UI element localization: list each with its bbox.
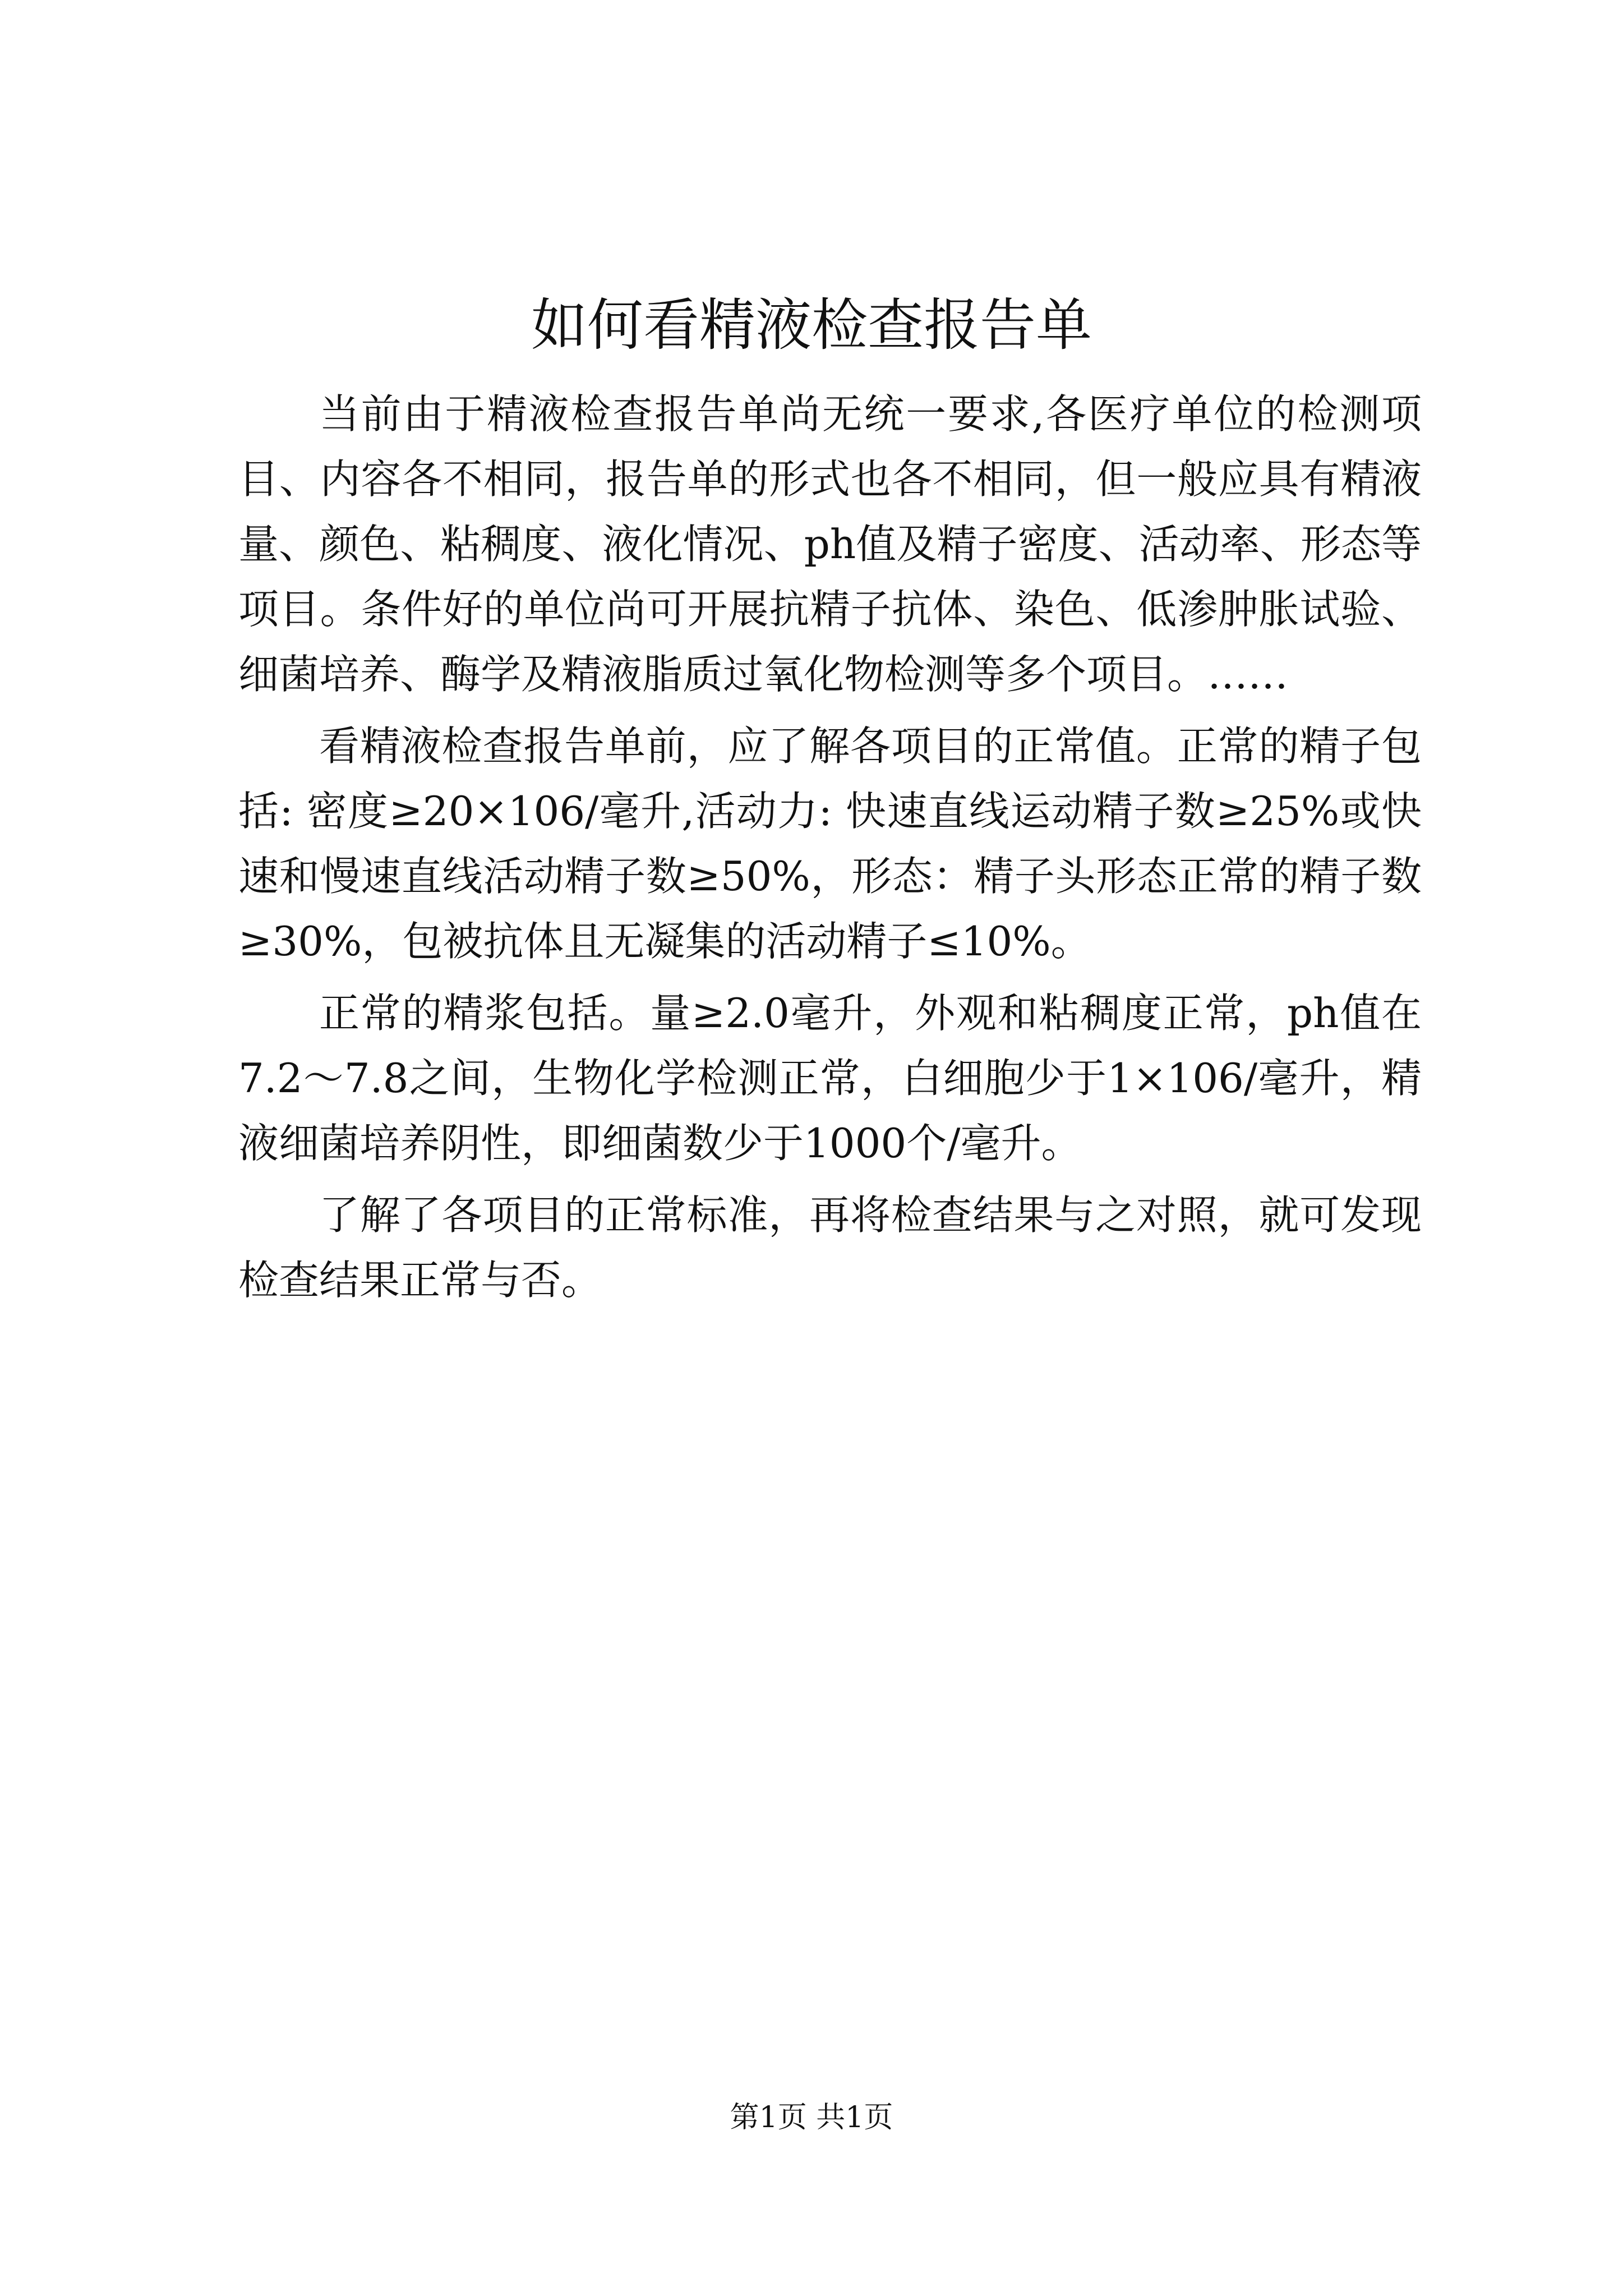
paragraph-sperm-normal-values: 看精液检查报告单前，应了解各项目的正常值。正常的精子包括: 密度≥20×106/毫升,活动力: 快速直线运动精子数≥25%或快速和慢速直线活动精子数≥50%，形态：精子头形态正常的精子数≥30%，包被抗体且无凝集的活动精子≤10%。 xyxy=(238,723,1422,965)
document-title: 如何看精液检查报告单 xyxy=(531,292,1092,358)
paragraph-conclusion: 了解了各项目的正常标准，再将检查结果与之对照，就可发现检查结果正常与否。 xyxy=(238,1191,1422,1304)
paragraph-plasma-normal-values: 正常的精浆包括。量≥2.0毫升，外观和粘稠度正常，ph值在7.2～7.8之间，生物化学检测正常，白细胞少于1×106/毫升，精液细菌培养阴性，即细菌数少于1000个/毫升。 xyxy=(238,990,1422,1167)
page-footer: 第1页 共1页 xyxy=(730,2101,893,2134)
document-body xyxy=(238,381,1422,1319)
paragraph-intro: 当前由于精液检查报告单尚无统一要求,各医疗单位的检测项目、内容各不相同，报告单的形式也各不相同，但一般应具有精液量、颜色、粘稠度、液化情况、ph值及精子密度、活动率、形态等项目。条件好的单位尚可开展抗精子抗体、染色、低渗肿胀试验、细菌培养、酶学及精液脂质过氧化物检测等多个项目。…… xyxy=(238,390,1422,698)
